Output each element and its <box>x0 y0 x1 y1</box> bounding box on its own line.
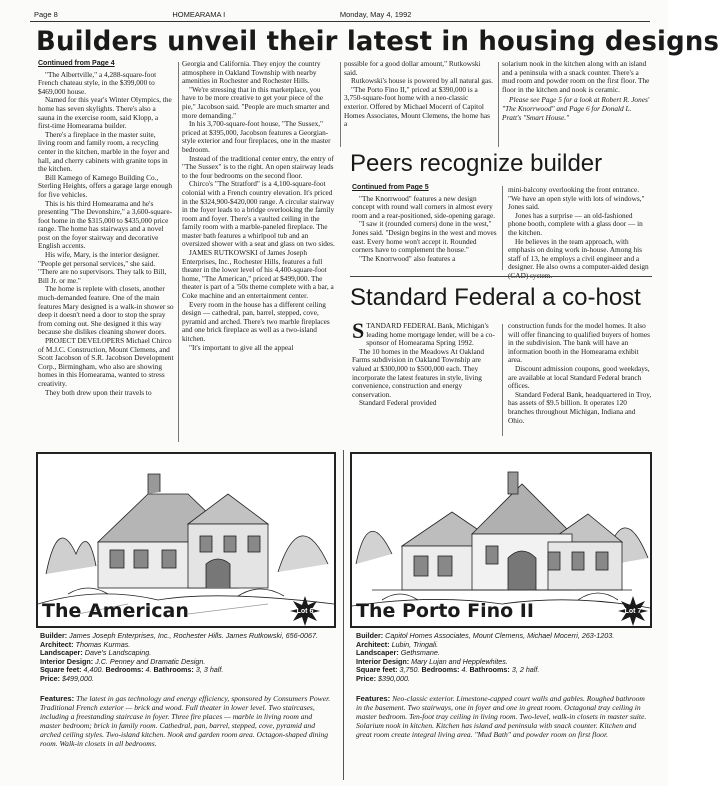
spec-interior-design: Interior Design: J.C. Penney and Dramatic Design. <box>40 656 206 666</box>
article-lead: TANDARD FEDERAL Bank, Michigan's leading home mortgage lender, will be a co-sponsor of Homearama Spring 1992. <box>366 321 495 348</box>
panel-divider <box>343 450 344 780</box>
section-name: HOMEARAMA I <box>172 10 226 19</box>
spec-interior-design: Interior Design: Mary Lujan and Hepplewhites. <box>356 656 508 666</box>
article-paragraph: Every room in the house has a different ceiling design — cathedral, pan, barrel, stepped, cove, pyramid and arched. There's two marble fireplaces and one brick fireplace as well as a two-island kitchen. <box>182 299 330 343</box>
standard-column-left <box>352 318 498 440</box>
spec-architect: Architect: Thomas Kurmas. <box>40 639 131 649</box>
standard-column-right <box>508 322 652 440</box>
spec-architect: Architect: Lubin, Tringali. <box>356 639 439 649</box>
article-paragraph: PROJECT DEVELOPERS Michael Chirco of M.J.C. Construction, Mount Clemens, and Scott Jacobson of S.R. Jacobson Development Corp., Birmingham, who also are showing homes in this Homearama, wanted to stress creativity. <box>38 336 174 388</box>
article-paragraph: solarium nook in the kitchen along with an island and a peninsula with a snack counter. There's a mud room and powder room on the first floor. The floor in the kitchen and nook is ceramic. <box>502 59 650 94</box>
article-paragraph: mini-balcony overlooking the front entrance. "We have an open style with lots of windows," Jones said. <box>508 185 645 212</box>
spec-price: Price: $390,000. <box>356 673 410 683</box>
article-paragraph: JAMES RUTKOWSKI of James Joseph Enterprises, Inc., Rochester Hills, features a full theater in the lower level of his 4,400-square-foot home, "The American," priced at $499,000. The theater is part of a '50s theme complete with a bar, a Coke machine and an entertainment center. <box>182 248 334 301</box>
article-paragraph: "The Porto Fino II," priced at $390,000 is a 3,750-square-foot home with a neo-classic exterior. Offered by Michael Mocerri of Capitol Homes Associates, Mount Clemens, the home has a <box>344 84 490 129</box>
column-rule <box>340 62 341 147</box>
peers-column-left <box>352 184 498 272</box>
article-paragraph: The home is replete with closets, another much-demanded feature. One of the main features Mary designed is a walk-in shower so deep it doesn't need a door to stop the spray from coming out. She designed it this way because she dislikes cleaning shower doors. <box>38 284 174 337</box>
american-lot-badge <box>290 596 320 626</box>
portofino-specs <box>356 632 652 684</box>
article-column-4 <box>502 60 652 150</box>
spec-builder: Builder: Capitol Homes Associates, Mount Clemens, Michael Mocerri, 263-1203. <box>356 631 615 640</box>
spec-landscaper: Landscaper: Dave's Landscaping. <box>40 648 152 658</box>
continued-kicker: Continued from Page 5 <box>352 184 429 191</box>
spec-size: Square feet: 4,400. Bedrooms: 4. Bathrooms: 3, 3 half. <box>40 665 224 675</box>
peers-column-right <box>508 186 652 272</box>
article-paragraph: This is his third Homearama and he's presenting "The Devonshire," a 3,600-square-foot home in the $315,000 to $435,000 price range. The home has stairways and a novel post on the foyer stairway and decorative English accents. <box>38 198 173 251</box>
american-features: Features: The latest in gas technology and energy efficiency, sponsored by Consumers Power. Traditional French exterior — brick and wood. Full theater in lower level. Two staircases, including a freestanding staircase in foyer. Three fire places — marble in living room and master bedroom; brick in family room. Cathedral, pan, barrel, stepped, cove, pyramid and arched ceiling styles. Two-island kitchen. Nook and garden room area. Octagon-shaped dining room. Walk-in closets in all bedrooms. <box>40 694 331 748</box>
section-rule <box>350 276 652 277</box>
portofino-features: Features: Neo-classic exterior. Limestone-capped court walls and gables. Roughed bathroom in the basement. Two stairways, one in foyer and one in great room. Octagonal tray ceiling in master bedroom. Ten-foot tray ceiling in living room. Two-level, walk-in closets in master suite. Solarium nook in kitchen. Kitchen has island and peninsula with snack counter. Kitchen and great room create integral living area. "Mud Bath" and powder room on first floor. <box>356 694 647 739</box>
american-title: The American <box>42 600 189 622</box>
article-paragraph: Discount admission coupons, good weekdays, are available at local Standard Federal branch offices. <box>508 363 650 391</box>
article-paragraph: "I saw it (rounded corners) done in the west," Jones said. "Design begins in the west and moves east. Every home won't accept it. Rounded corners have to complement the house." <box>352 219 497 255</box>
article-paragraph: "It's important to give all the appeal <box>189 342 294 352</box>
article-paragraph: Jones has a surprise — an old-fashioned phone booth, complete with a glass door — in the kitchen. <box>508 210 643 237</box>
american-specs <box>40 632 334 684</box>
continued-kicker: Continued from Page 4 <box>38 60 115 67</box>
drop-cap: S <box>352 318 365 343</box>
article-paragraph: Rutkowski's house is powered by all natural gas. <box>351 76 493 86</box>
see-also-note: Please see Page 5 for a look at Robert R. Jones' "The Knorrwood" and Page 6 for Donald L. Pratt's "Smart House." <box>502 95 650 122</box>
standard-federal-headline: Standard Federal a co-host <box>350 284 641 311</box>
column-rule <box>498 62 499 147</box>
article-column-1 <box>38 60 174 450</box>
page-number: Page 8 <box>34 10 58 19</box>
portofino-title: The Porto Fino II <box>356 600 534 622</box>
peers-headline: Peers recognize builder <box>350 150 603 177</box>
article-paragraph: construction funds for the model homes. It also will offer financing to qualified buyers of homes in the subdivision. The bank will have an information booth in the Homearama exhibit area. <box>508 321 650 365</box>
portofino-lot-badge <box>618 596 648 626</box>
lot-number: Lot 6 <box>296 607 314 615</box>
lot-number: Lot 7 <box>624 607 642 615</box>
article-paragraph: Bill Kamego of Kamego Building Co., Sterling Heights, offers a garage large enough for five vehicles. <box>38 172 173 199</box>
column-rule <box>502 186 503 270</box>
folio-line <box>30 8 650 22</box>
article-paragraph: His wife, Mary, is the interior designer. "People get personal services," she said. "There are no supervisors. They talk to Bill, Bill Jr. or me." <box>38 250 167 285</box>
spec-builder: Builder: James Joseph Enterprises, Inc., Rochester Hills. James Rutkowski, 656-0067. <box>40 631 319 640</box>
spec-size: Square feet: 3,750. Bedrooms: 4. Bathrooms: 3, 2 half. <box>356 665 540 675</box>
panel-rule <box>36 626 336 628</box>
main-headline: Builders unveil their latest in housing designs <box>36 26 719 57</box>
article-paragraph: "The Knorrwood" also features a <box>359 253 456 263</box>
column-rule <box>502 324 503 436</box>
article-paragraph: Named for this year's Winter Olympics, the home has seven skylights. There's also a sauna in the exercise room, said Klopp, a first-time Homearama builder. <box>38 95 172 131</box>
article-column-3 <box>344 60 494 148</box>
article-paragraph: Chirco's "The Stratford" is a 4,100-square-foot colonial with a French country elevation. It's priced in the $324,900-$420,000 range. A circular stairway in the foyer leads to a bridge overlooking the family room and foyer. There's a vaulted ceiling in the family room with a marble-paneled fireplace. The master bath features a whirlpool tub and an oversized shower with a seat and glass on two sides. <box>182 179 335 249</box>
article-paragraph: "The Albertville," a 4,288-square-foot French chateau style, in the $399,000 to $469,000 house. <box>38 69 157 96</box>
article-paragraph: They both drew upon their travels to <box>45 387 152 397</box>
issue-date: Monday, May 4, 1992 <box>339 10 412 19</box>
article-paragraph: "The Knorrwood" features a new design concept with round wall corners in almost every room and a rear-positioned, side-opening garage. <box>352 193 496 220</box>
article-paragraph: The 10 homes in the Meadows At Oakland Farms subdivision in Oakland Township are valued at $300,000 to $500,000 each. They incorporate the latest features in style, living convenience, construction and energy conservation. <box>352 346 485 399</box>
article-paragraph: possible for a good dollar amount," Rutkowski said. <box>344 59 481 77</box>
article-paragraph: "We're stressing that in this marketplace, you have to be more creative to get your piece of the pie," Jacobson said. "People are much smarter and more demanding." <box>182 84 330 120</box>
article-paragraph: He believes in the team approach, with emphasis on doing work in-house. Among his staff of 13, he employs a civil engineer and a designer. He also owns a computer-aided design <box>508 236 649 272</box>
article-column-2 <box>182 60 336 450</box>
article-paragraph: Standard Federal provided <box>359 398 437 408</box>
panel-rule <box>350 626 652 628</box>
spec-landscaper: Landscaper: Gethsmane. <box>356 648 440 658</box>
spec-price: Price: $499,000. <box>40 673 94 683</box>
article-paragraph: Instead of the traditional center entry, the entry of "The Sussex" is to the right. An open stairway leads to the four bedrooms on the second floor. <box>182 153 334 180</box>
article-paragraph: Standard Federal Bank, headquartered in Troy, has assets of $9.5 billion. It operates 120 branches throughout Michigan, Indiana and Ohio. <box>508 389 652 425</box>
column-rule <box>178 62 179 442</box>
article-paragraph: In his 3,700-square-foot house, "The Sussex," priced at $395,000, Jacobson features a Georgian-style exterior and four fireplaces, one in the master bedroom. <box>182 119 331 154</box>
article-paragraph: Georgia and California. They enjoy the country atmosphere in Oakland Township with nearby amenities in Rochester and Rochester Hills. <box>182 59 321 86</box>
article-paragraph: There's a fireplace in the master suite, living room and family room, a recycling center in the kitchen, marble in the foyer and hall, and cherry cabinets with granite tops in the kitchen. <box>38 129 170 174</box>
